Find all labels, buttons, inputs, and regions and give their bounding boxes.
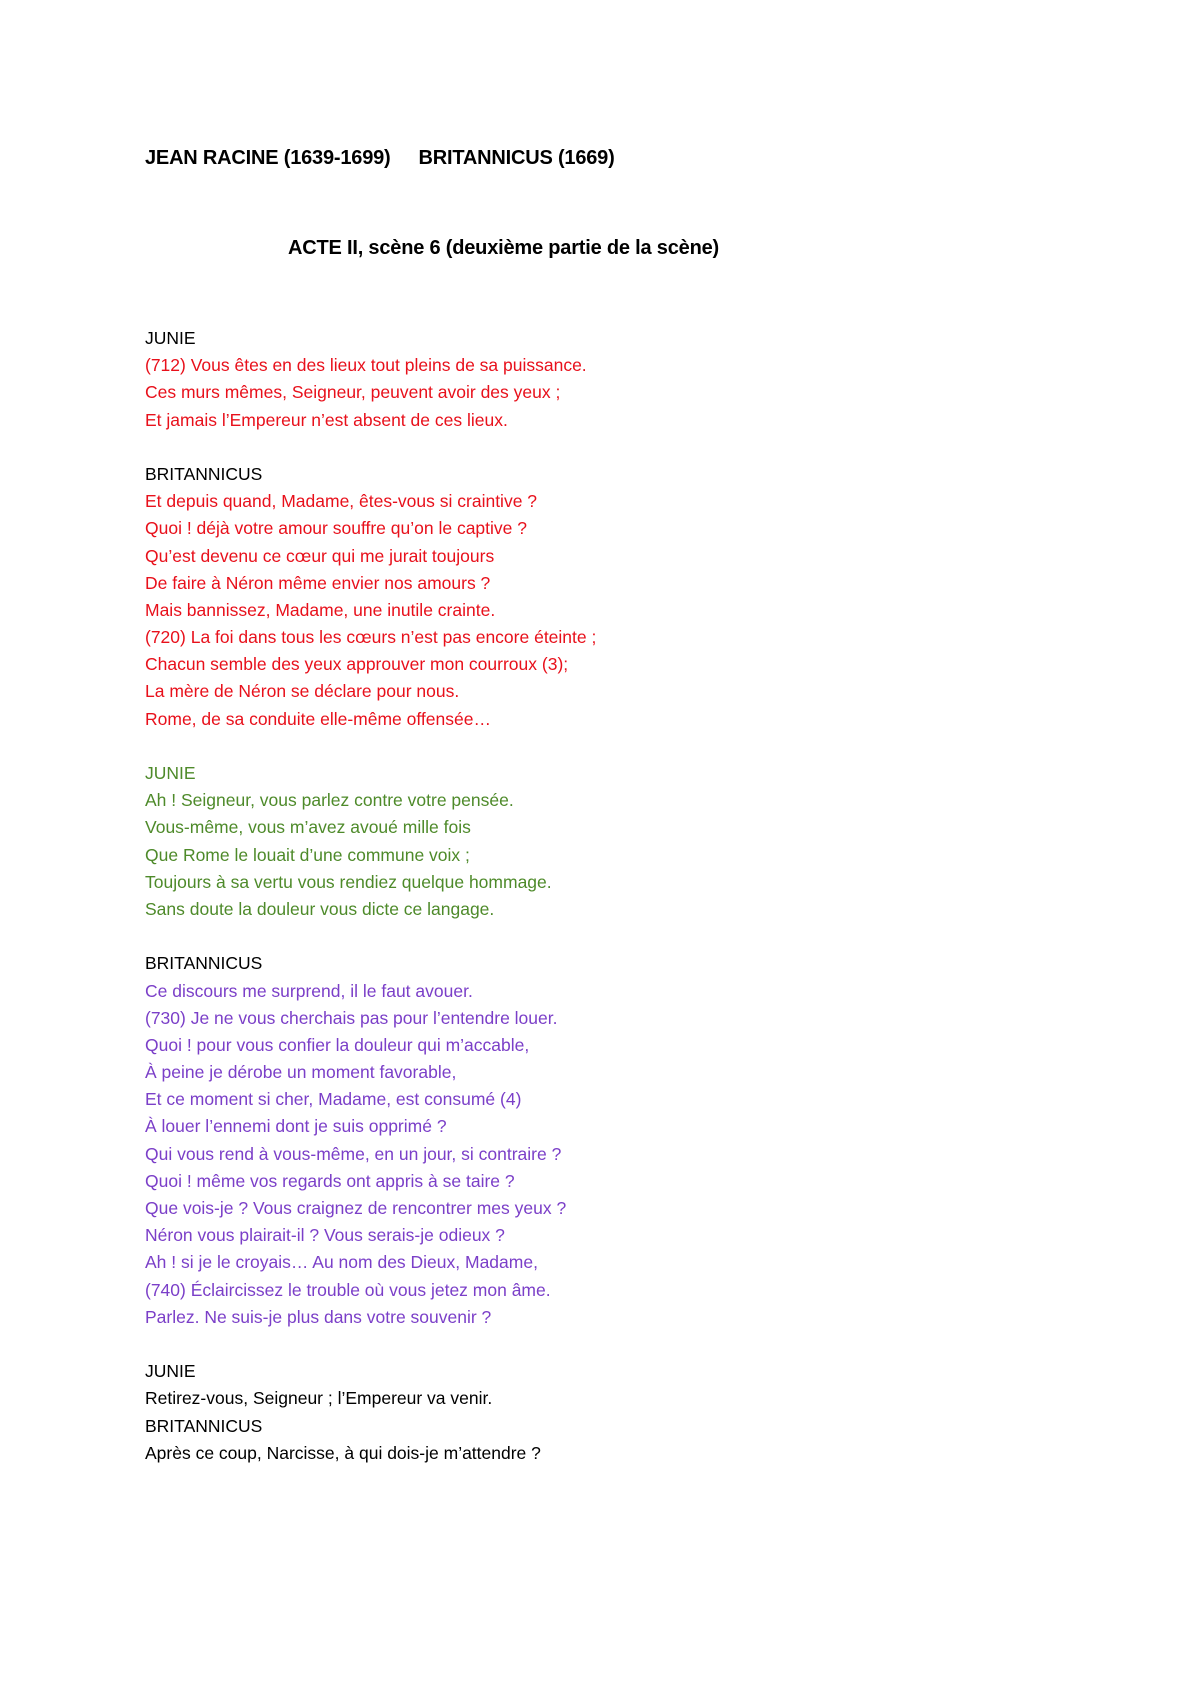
verse-line: Et depuis quand, Madame, êtes-vous si craintive ? [145,491,538,512]
verse-line: Quoi ! déjà votre amour souffre qu’on le captive ? [145,518,527,539]
act-scene-heading: ACTE II, scène 6 (deuxième partie de la scène) [288,237,719,259]
speaker-name: JUNIE [145,328,196,348]
dialogue-block [145,950,596,1331]
dialogue-block [145,760,596,923]
block-spacer [145,923,596,950]
speaker-name: JUNIE [145,1361,196,1382]
play-heading: BRITANNICUS (1669) [418,147,615,169]
block-spacer [145,434,596,461]
verse-line: Que vois-je ? Vous craignez de rencontrer mes yeux ? [145,1198,567,1218]
verse-line: Qu’est devenu ce cœur qui me jurait toujours [145,545,495,566]
verse-line: Vous-même, vous m’avez avoué mille fois [145,817,471,838]
verse-line: Ah ! si je le croyais… Au nom des Dieux, Madame, [145,1252,538,1273]
verse-line: Retirez-vous, Seigneur ; l’Empereur va venir. [145,1388,493,1409]
verse-line: Chacun semble des yeux approuver mon courroux (3); [145,654,569,675]
verse-line: (720) La foi dans tous les cœurs n’est pas encore éteinte ; [145,627,597,648]
document-title [145,146,615,170]
speaker-name: JUNIE [145,763,196,783]
dialogue-block [145,1358,596,1412]
verse-line: (712) Vous êtes en des lieux tout pleins de sa puissance. [145,355,587,376]
verse-line: Ces murs mêmes, Seigneur, peuvent avoir des yeux ; [145,382,561,403]
verse-line: Quoi ! pour vous confier la douleur qui m’accable, [145,1034,530,1055]
verse-line: Que Rome le louait d’une commune voix ; [145,844,470,865]
speaker-name: BRITANNICUS [145,1415,263,1436]
play-text [145,325,596,1467]
verse-line: Mais bannissez, Madame, une inutile crainte. [145,599,496,620]
verse-line: Qui vous rend à vous-même, en un jour, si contraire ? [145,1143,562,1164]
dialogue-block [145,461,596,733]
verse-line: De faire à Néron même envier nos amours ? [145,572,491,593]
verse-line: À peine je dérobe un moment favorable, [145,1062,457,1083]
block-spacer [145,1331,596,1358]
block-spacer [145,733,596,760]
verse-line: Après ce coup, Narcisse, à qui dois-je m’attendre ? [145,1442,541,1463]
verse-line: Ah ! Seigneur, vous parlez contre votre pensée. [145,790,514,811]
verse-line: Toujours à sa vertu vous rendiez quelque hommage. [145,871,552,892]
verse-line: La mère de Néron se déclare pour nous. [145,681,460,702]
verse-line: Et jamais l’Empereur n’est absent de ces lieux. [145,409,508,430]
verse-line: Sans doute la douleur vous dicte ce langage. [145,898,495,919]
verse-line: À louer l’ennemi dont je suis opprimé ? [145,1116,447,1137]
author-heading: JEAN RACINE (1639-1699) [145,147,391,169]
verse-line: (730) Je ne vous cherchais pas pour l’entendre louer. [145,1007,558,1028]
verse-line: Et ce moment si cher, Madame, est consumé (4) [145,1089,522,1110]
dialogue-block [145,325,596,434]
speaker-name: BRITANNICUS [145,953,263,974]
verse-line: Quoi ! même vos regards ont appris à se taire ? [145,1170,515,1191]
verse-line: Rome, de sa conduite elle-même offensée… [145,708,491,729]
verse-line: Parlez. Ne suis-je plus dans votre souvenir ? [145,1306,492,1327]
speaker-name: BRITANNICUS [145,463,263,484]
verse-line: (740) Éclaircissez le trouble où vous jetez mon âme. [145,1279,551,1300]
verse-line: Néron vous plairait-il ? Vous serais-je odieux ? [145,1225,505,1246]
verse-line: Ce discours me surprend, il le faut avouer. [145,980,473,1001]
dialogue-block [145,1413,596,1467]
